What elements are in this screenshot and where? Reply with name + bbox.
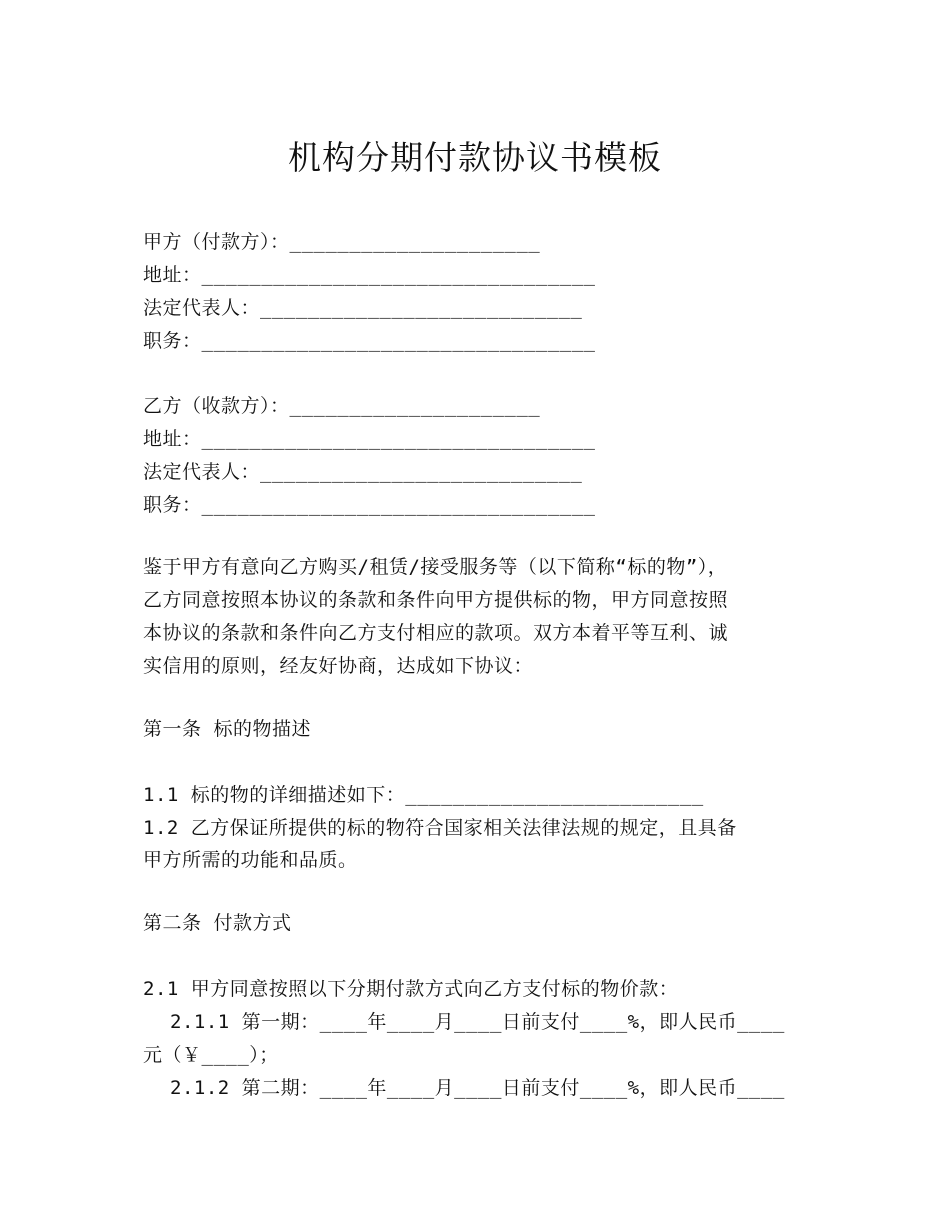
party-b-name-line: 乙方（收款方）：_____________________	[143, 395, 541, 417]
clause-2-1: 2.1 甲方同意按照以下分期付款方式向乙方支付标的物价款：	[143, 978, 679, 1000]
article-1-heading: 第一条 标的物描述	[143, 718, 311, 740]
clause-1-2-continued: 甲方所需的功能和品质。	[143, 849, 358, 871]
clause-2-1-2: 2.1.2 第二期：____年____月____日前支付____%，即人民币____	[170, 1077, 785, 1099]
party-b-address-line: 地址：_________________________________	[143, 428, 596, 450]
party-a-address-line: 地址：_________________________________	[143, 264, 596, 286]
party-b-position-line: 职务：_________________________________	[143, 494, 596, 516]
party-a-position-line: 职务：_________________________________	[143, 330, 596, 352]
document-title: 机构分期付款协议书模板	[288, 138, 662, 177]
clause-2-1-1: 2.1.1 第一期：____年____月____日前支付____%，即人民币____	[170, 1011, 785, 1033]
preamble-line: 实信用的原则，经友好协商，达成如下协议：	[143, 655, 534, 677]
clause-2-1-1-continued: 元（￥____）；	[143, 1044, 279, 1066]
article-2-heading: 第二条 付款方式	[143, 912, 292, 934]
party-a-legal-rep-line: 法定代表人：___________________________	[143, 297, 583, 319]
preamble-line: 乙方同意按照本协议的条款和条件向甲方提供标的物，甲方同意按照	[143, 589, 729, 611]
preamble-line: 鉴于甲方有意向乙方购买/租赁/接受服务等（以下简称“标的物”），	[143, 556, 728, 578]
clause-1-1: 1.1 标的物的详细描述如下：_________________________	[143, 784, 704, 806]
party-a-name-line: 甲方（付款方）：_____________________	[143, 231, 541, 253]
party-b-legal-rep-line: 法定代表人：___________________________	[143, 461, 583, 483]
clause-1-2: 1.2 乙方保证所提供的标的物符合国家相关法律法规的规定，且具备	[143, 817, 737, 839]
preamble-line: 本协议的条款和条件向乙方支付相应的款项。双方本着平等互利、诚	[143, 622, 729, 644]
